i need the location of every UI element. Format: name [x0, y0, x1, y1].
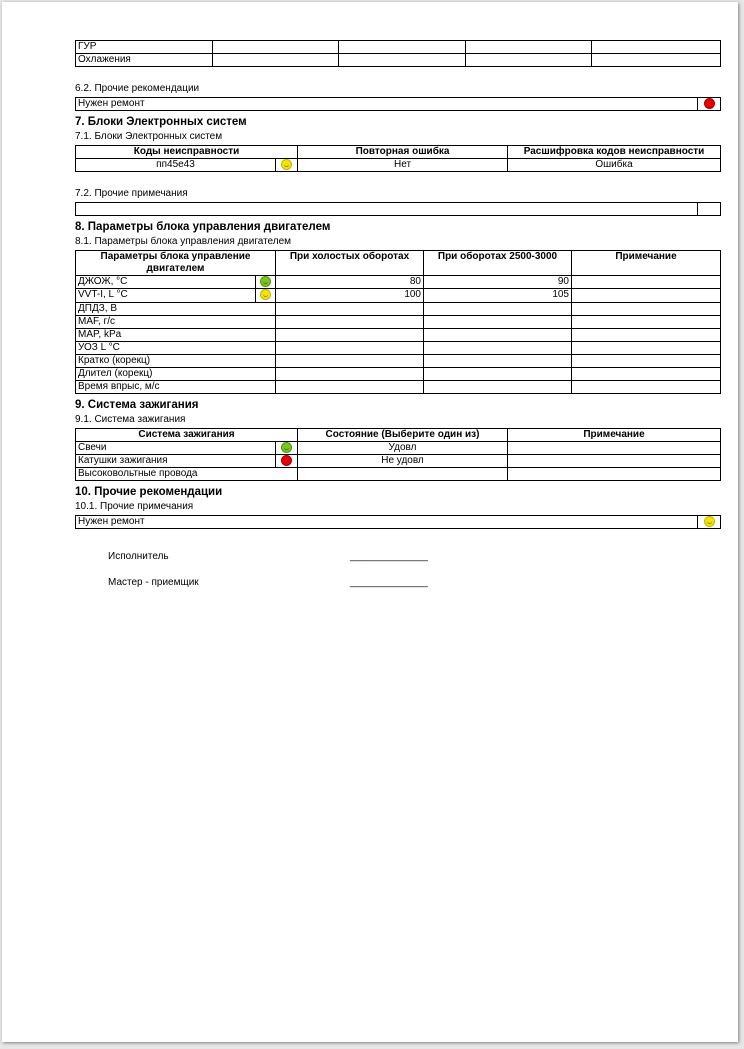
yellow-smiley-icon — [704, 516, 715, 527]
table-header-row — [76, 146, 721, 159]
table-header-row — [76, 251, 721, 276]
section-7-title: 7. Блоки Электронных систем — [75, 116, 247, 129]
yellow-smiley-icon — [260, 289, 271, 300]
param-label: Кратко (корекц) — [76, 354, 276, 367]
error-codes-table — [75, 145, 721, 172]
table-header-row — [76, 428, 721, 441]
red-status-icon — [704, 98, 715, 109]
table-row — [76, 203, 721, 216]
green-smiley-icon — [281, 442, 292, 453]
yellow-smiley-icon — [281, 159, 292, 170]
signatures — [75, 543, 720, 603]
table-row — [76, 454, 721, 467]
section-10-title: 10. Прочие рекомендации — [75, 485, 223, 498]
table-row — [76, 380, 721, 393]
table-row — [76, 41, 721, 54]
report-page — [2, 2, 738, 1042]
state-value: Не удовл — [298, 454, 508, 467]
section-8-title: 8. Параметры блока управления двигателем — [75, 221, 331, 234]
repeat-value: Нет — [298, 159, 508, 172]
table-row — [76, 367, 721, 380]
header-idle: При холостых оборотах — [276, 251, 424, 276]
master-signature-line: ______________ — [350, 576, 428, 588]
section-9-1-title: 9.1. Система зажигания — [75, 413, 186, 425]
decode-value: Ошибка — [508, 159, 721, 172]
param-label: MAP, kPa — [76, 328, 276, 341]
table-row — [76, 159, 721, 172]
idle-value: 80 — [276, 276, 424, 289]
executor-label: Исполнитель — [108, 550, 169, 562]
ignition-label: Катушки зажигания — [76, 454, 276, 467]
ignition-label: Высоковольтные провода — [76, 467, 298, 480]
table-row — [76, 467, 721, 480]
table-row — [76, 441, 721, 454]
section-8-1-title: 8.1. Параметры блока управления двигателем — [75, 236, 292, 248]
param-label: Время впрыс, м/с — [76, 380, 276, 393]
rpm-value: 105 — [424, 289, 572, 302]
param-label: ДПДЗ, В — [76, 302, 276, 315]
param-label: Длител (корекц) — [76, 367, 276, 380]
recommendations-table — [75, 97, 721, 111]
top-table — [75, 40, 721, 67]
master-label: Мастер - приемщик — [108, 576, 199, 588]
header-note: Примечание — [572, 251, 721, 276]
state-value — [298, 467, 508, 480]
header-note: Примечание — [508, 428, 721, 441]
table-row — [76, 328, 721, 341]
error-code: пп45е43 — [76, 159, 276, 172]
executor-signature-line: ______________ — [350, 550, 428, 562]
recommendation-text: Нужен ремонт — [76, 98, 698, 111]
final-notes-table — [75, 515, 721, 529]
header-state: Состояние (Выберите один из) — [298, 428, 508, 441]
table-row — [76, 515, 721, 528]
param-label: ДЖОЖ, °С — [76, 276, 256, 289]
header-repeat: Повторная ошибка — [298, 146, 508, 159]
idle-value: 100 — [276, 289, 424, 302]
table-row — [76, 276, 721, 289]
table-row — [76, 289, 721, 302]
table-row — [76, 98, 721, 111]
section-10-1-title: 10.1. Прочие примечания — [75, 500, 194, 512]
table-row — [76, 341, 721, 354]
header-decode: Расшифровка кодов неисправности — [508, 146, 721, 159]
header-params: Параметры блока управление двигателем — [76, 251, 276, 276]
section-6-2-title: 6.2. Прочие рекомендации — [75, 83, 200, 94]
section-7-2-title: 7.2. Прочие примечания — [75, 188, 188, 200]
header-ignition: Система зажигания — [76, 428, 298, 441]
ignition-table — [75, 428, 721, 481]
green-smiley-icon — [260, 276, 271, 287]
param-label: УОЗ L °C — [76, 341, 276, 354]
table-row — [76, 354, 721, 367]
row-label: Охлажения — [76, 54, 213, 67]
header-rpm: При оборотах 2500-3000 — [424, 251, 572, 276]
header-codes: Коды неисправности — [76, 146, 298, 159]
notes-table — [75, 202, 721, 216]
red-status-icon — [281, 455, 292, 466]
table-row — [76, 54, 721, 67]
state-value: Удовл — [298, 441, 508, 454]
report-content — [75, 40, 720, 603]
section-7-1-title: 7.1. Блоки Электронных систем — [75, 131, 223, 143]
param-label: VVT-I, L °C — [76, 289, 256, 302]
row-label: ГУР — [76, 41, 213, 54]
engine-params-table — [75, 250, 721, 393]
ignition-label: Свечи — [76, 441, 276, 454]
final-note-text: Нужен ремонт — [76, 515, 698, 528]
param-label: MAF, г/с — [76, 315, 276, 328]
section-9-title: 9. Система зажигания — [75, 398, 199, 411]
rpm-value: 90 — [424, 276, 572, 289]
table-row — [76, 302, 721, 315]
table-row — [76, 315, 721, 328]
